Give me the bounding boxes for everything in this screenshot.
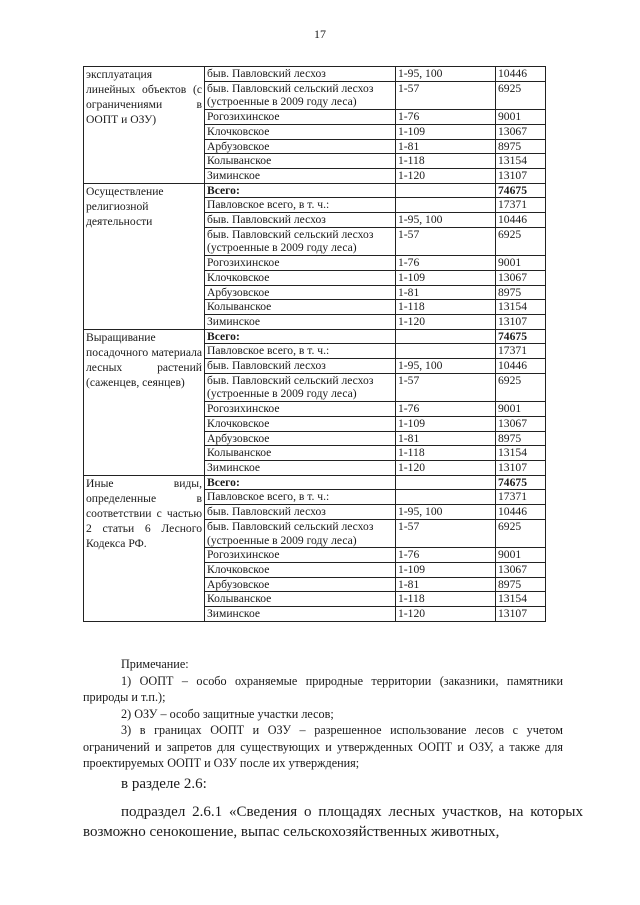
forest-name-cell: Зиминское bbox=[205, 168, 396, 183]
quarters-cell: 1-57 bbox=[396, 227, 496, 255]
page-number: 17 bbox=[314, 27, 326, 41]
forest-name-cell: Всего: bbox=[205, 329, 396, 344]
quarters-cell bbox=[396, 475, 496, 490]
quarters-cell bbox=[396, 183, 496, 198]
quarters-cell: 1-118 bbox=[396, 154, 496, 169]
area-cell: 74675 bbox=[496, 475, 546, 490]
forest-name-cell: Всего: bbox=[205, 475, 396, 490]
forest-name-cell: Клочковское bbox=[205, 270, 396, 285]
quarters-cell: 1-120 bbox=[396, 460, 496, 475]
forest-name-cell: Зиминское bbox=[205, 314, 396, 329]
forest-name-cell: Павловское всего, в т. ч.: bbox=[205, 198, 396, 213]
quarters-cell: 1-76 bbox=[396, 110, 496, 125]
table-row bbox=[84, 183, 546, 198]
quarters-cell: 1-109 bbox=[396, 416, 496, 431]
forest-name-cell: Клочковское bbox=[205, 416, 396, 431]
forest-name-cell: быв. Павловский сельский лесхоз (устроенные в 2009 году леса) bbox=[205, 81, 396, 109]
quarters-cell: 1-57 bbox=[396, 373, 496, 401]
quarters-cell: 1-76 bbox=[396, 548, 496, 563]
forest-name-cell: Арбузовское bbox=[205, 285, 396, 300]
area-cell: 9001 bbox=[496, 256, 546, 271]
area-cell: 8975 bbox=[496, 431, 546, 446]
forest-name-cell: быв. Павловский лесхоз bbox=[205, 213, 396, 228]
notes-heading: Примечание: bbox=[121, 657, 189, 671]
quarters-cell: 1-95, 100 bbox=[396, 67, 496, 82]
area-cell: 74675 bbox=[496, 183, 546, 198]
forest-name-cell: Рогозихинское bbox=[205, 256, 396, 271]
quarters-cell: 1-118 bbox=[396, 446, 496, 461]
area-cell: 6925 bbox=[496, 373, 546, 401]
forest-name-cell: Рогозихинское bbox=[205, 110, 396, 125]
note-item: 3) в границах ООПТ и ОЗУ – разрешенное использование лесов с учетом ограничений и запретов для существующих и утвержденных ООПТ и ОЗУ, а также для проектируемых ООПТ и ОЗУ после их утверждения; bbox=[83, 723, 563, 770]
area-cell: 13107 bbox=[496, 314, 546, 329]
quarters-cell: 1-76 bbox=[396, 256, 496, 271]
forest-name-cell: быв. Павловский сельский лесхоз (устроенные в 2009 году леса) bbox=[205, 519, 396, 547]
section-line: в разделе 2.6: bbox=[121, 776, 207, 792]
forest-name-cell: Рогозихинское bbox=[205, 402, 396, 417]
area-cell: 9001 bbox=[496, 548, 546, 563]
forest-name-cell: быв. Павловский лесхоз bbox=[205, 505, 396, 520]
quarters-cell: 1-118 bbox=[396, 592, 496, 607]
notes bbox=[83, 656, 563, 772]
area-cell: 74675 bbox=[496, 329, 546, 344]
forest-name-cell: Колыванское bbox=[205, 154, 396, 169]
note-item: 2) ОЗУ – особо защитные участки лесов; bbox=[121, 706, 334, 721]
quarters-cell bbox=[396, 344, 496, 359]
forest-name-cell: Клочковское bbox=[205, 124, 396, 139]
quarters-cell bbox=[396, 198, 496, 213]
quarters-cell: 1-81 bbox=[396, 285, 496, 300]
body-text bbox=[83, 774, 583, 842]
area-cell: 8975 bbox=[496, 285, 546, 300]
forest-name-cell: быв. Павловский сельский лесхоз (устроенные в 2009 году леса) bbox=[205, 227, 396, 255]
forest-use-table bbox=[83, 66, 546, 622]
area-cell: 13107 bbox=[496, 607, 546, 622]
category-cell: Выращивание посадочного материала лесных растений (саженцев, сеянцев) bbox=[84, 329, 205, 475]
area-cell: 13067 bbox=[496, 416, 546, 431]
area-cell: 13154 bbox=[496, 154, 546, 169]
area-cell: 13154 bbox=[496, 300, 546, 315]
forest-name-cell: Клочковское bbox=[205, 562, 396, 577]
quarters-cell: 1-120 bbox=[396, 607, 496, 622]
category-cell: эксплуатация линейных объектов (с ограничениями в ООПТ и ОЗУ) bbox=[84, 67, 205, 184]
forest-name-cell: Зиминское bbox=[205, 460, 396, 475]
area-cell: 10446 bbox=[496, 359, 546, 374]
area-cell: 6925 bbox=[496, 81, 546, 109]
area-cell: 6925 bbox=[496, 227, 546, 255]
forest-name-cell: Колыванское bbox=[205, 300, 396, 315]
forest-name-cell: Колыванское bbox=[205, 446, 396, 461]
table-row bbox=[84, 329, 546, 344]
forest-name-cell: Рогозихинское bbox=[205, 548, 396, 563]
quarters-cell: 1-118 bbox=[396, 300, 496, 315]
quarters-cell: 1-81 bbox=[396, 431, 496, 446]
quarters-cell: 1-95, 100 bbox=[396, 359, 496, 374]
table-row bbox=[84, 475, 546, 490]
subsection-text: подраздел 2.6.1 «Сведения о площадях лесных участков, на которых возможно сенокошение, выпас сельскохозяйственных животных, bbox=[83, 804, 583, 840]
quarters-cell: 1-57 bbox=[396, 519, 496, 547]
forest-name-cell: Зиминское bbox=[205, 607, 396, 622]
area-cell: 13154 bbox=[496, 446, 546, 461]
category-cell: Осуществление религиозной деятельности bbox=[84, 183, 205, 329]
area-cell: 10446 bbox=[496, 213, 546, 228]
quarters-cell: 1-120 bbox=[396, 314, 496, 329]
area-cell: 6925 bbox=[496, 519, 546, 547]
forest-name-cell: быв. Павловский сельский лесхоз (устроенные в 2009 году леса) bbox=[205, 373, 396, 401]
note-item: 1) ООПТ – особо охраняемые природные территории (заказники, памятники природы и т.п.); bbox=[83, 673, 563, 704]
quarters-cell: 1-57 bbox=[396, 81, 496, 109]
quarters-cell bbox=[396, 490, 496, 505]
area-cell: 10446 bbox=[496, 505, 546, 520]
quarters-cell: 1-81 bbox=[396, 139, 496, 154]
quarters-cell: 1-81 bbox=[396, 577, 496, 592]
quarters-cell: 1-109 bbox=[396, 562, 496, 577]
quarters-cell: 1-109 bbox=[396, 270, 496, 285]
area-cell: 17371 bbox=[496, 198, 546, 213]
forest-name-cell: быв. Павловский лесхоз bbox=[205, 359, 396, 374]
category-cell: Иные виды, определенные в соответствии с частью 2 статьи 6 Лесного Кодекса РФ. bbox=[84, 475, 205, 621]
quarters-cell: 1-120 bbox=[396, 168, 496, 183]
table-row bbox=[84, 67, 546, 82]
forest-name-cell: Всего: bbox=[205, 183, 396, 198]
area-cell: 13154 bbox=[496, 592, 546, 607]
area-cell: 8975 bbox=[496, 577, 546, 592]
area-cell: 13067 bbox=[496, 562, 546, 577]
area-cell: 13107 bbox=[496, 460, 546, 475]
area-cell: 17371 bbox=[496, 490, 546, 505]
forest-name-cell: Павловское всего, в т. ч.: bbox=[205, 344, 396, 359]
quarters-cell: 1-76 bbox=[396, 402, 496, 417]
quarters-cell bbox=[396, 329, 496, 344]
table-body bbox=[84, 67, 546, 622]
area-cell: 13067 bbox=[496, 270, 546, 285]
area-cell: 10446 bbox=[496, 67, 546, 82]
forest-name-cell: Арбузовское bbox=[205, 139, 396, 154]
forest-name-cell: Павловское всего, в т. ч.: bbox=[205, 490, 396, 505]
quarters-cell: 1-109 bbox=[396, 124, 496, 139]
area-cell: 17371 bbox=[496, 344, 546, 359]
quarters-cell: 1-95, 100 bbox=[396, 505, 496, 520]
forest-name-cell: быв. Павловский лесхоз bbox=[205, 67, 396, 82]
quarters-cell: 1-95, 100 bbox=[396, 213, 496, 228]
area-cell: 8975 bbox=[496, 139, 546, 154]
forest-name-cell: Арбузовское bbox=[205, 577, 396, 592]
area-cell: 9001 bbox=[496, 110, 546, 125]
area-cell: 13067 bbox=[496, 124, 546, 139]
forest-name-cell: Арбузовское bbox=[205, 431, 396, 446]
forest-name-cell: Колыванское bbox=[205, 592, 396, 607]
area-cell: 13107 bbox=[496, 168, 546, 183]
area-cell: 9001 bbox=[496, 402, 546, 417]
